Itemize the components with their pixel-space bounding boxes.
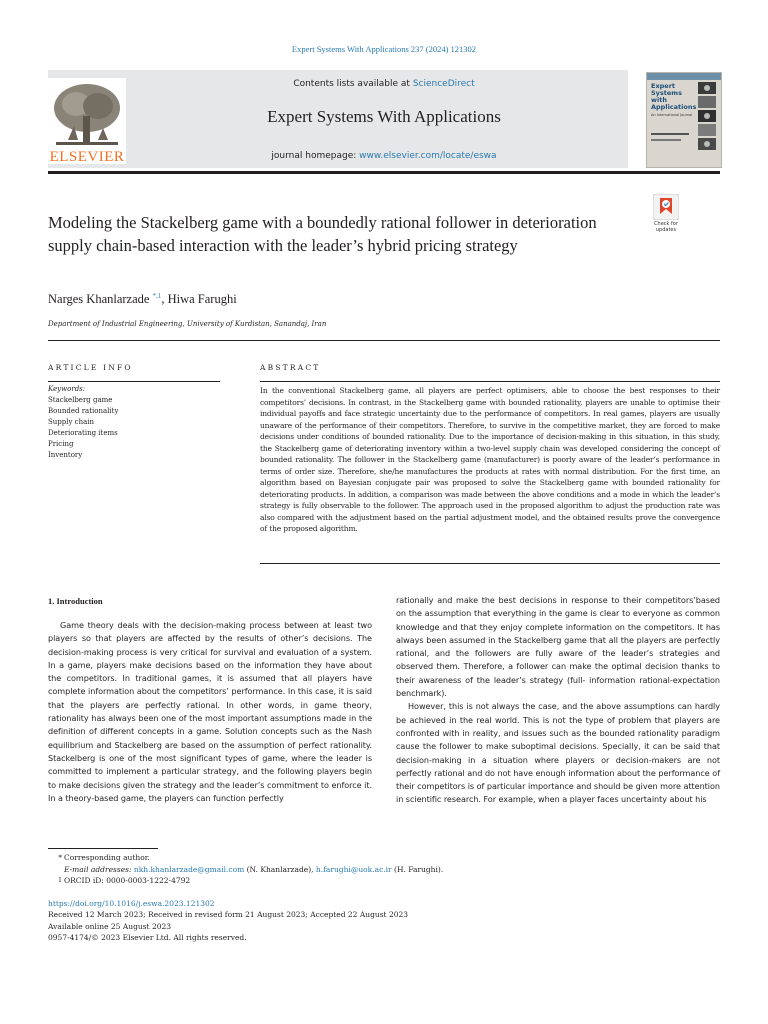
body-paragraph: Game theory deals with the decision-making process between at least two players so that players are affected by the results of other’s decisions. The decision-making process is very critical for survival and evaluation of a system. In a game, players make decisions based on the information they have about the competitors. In traditional games, it is assumed that all players have complete information about the competitors’ performance. In this case, it is said that the players are perfectly rational. In other words, in game theory, rationality has always been one of the most important assumptions made in the definition of different concepts in a game. Solution concepts such as the Nash equilibrium and Stackelberg are based on the assumption of perfect rationality. Stackelberg is one of the most significant types of game, where the leader is committed to implement a particular strategy, and the following players begin to make decisions given the strategy and the leader’s commitment to enforce it. In a theory-based game, the players can function perfectly <box>48 620 372 803</box>
copyright-line: 0957-4174/© 2023 Elsevier Ltd. All rights reserved. <box>48 932 247 942</box>
header-divider <box>48 171 720 174</box>
available-online: Available online 25 August 2023 <box>48 921 172 931</box>
journal-cover-thumbnail[interactable] <box>646 72 722 168</box>
keyword-item: Stackelberg game <box>48 396 113 404</box>
cover-subtitle: An International Journal <box>651 113 693 117</box>
cover-line <box>651 133 689 135</box>
orcid-text: ORCID iD: 0000-0003-1222-4792 <box>64 876 191 885</box>
keywords-label: Keywords: <box>48 385 86 393</box>
section-divider <box>48 340 720 341</box>
email-link[interactable]: h.farughi@uok.ac.ir <box>315 864 392 874</box>
author-name: Narges Khanlarzade <box>48 292 150 307</box>
homepage-prefix: journal homepage: <box>271 151 360 161</box>
footnote-mark: 1 <box>58 877 62 884</box>
email-label: E-mail addresses: <box>64 864 132 874</box>
abstract-bottom-rule <box>260 563 720 564</box>
email-note <box>48 864 443 876</box>
body-column-right <box>396 594 720 807</box>
article-title: Modeling the Stackelberg game with a boundedly rational follower in deterioration supply chain-based interaction with the leader’s hybrid pricing strategy <box>48 213 597 255</box>
email-owner: (H. Farughi). <box>391 864 444 874</box>
journal-homepage <box>140 151 628 161</box>
abstract-rule <box>260 381 720 382</box>
journal-citation[interactable]: Expert Systems With Applications 237 (2024) 121302 <box>291 44 477 54</box>
orcid-note <box>48 875 443 887</box>
journal-title: Expert Systems With Applications <box>267 107 501 126</box>
introduction-heading: 1. Introduction <box>48 596 103 606</box>
author-list <box>48 292 237 307</box>
cover-graphic-icon <box>697 82 717 162</box>
abstract-heading: ABSTRACT <box>260 363 321 372</box>
keyword-item: Pricing <box>48 440 74 448</box>
publication-info <box>48 898 408 943</box>
crossmark-label: Check for updates <box>654 221 678 233</box>
elsevier-logo[interactable] <box>48 78 126 164</box>
author-footnote-marks[interactable]: *,1 <box>152 292 162 300</box>
author-affiliation: Department of Industrial Engineering, University of Kurdistan, Sanandaj, Iran <box>48 320 327 328</box>
email-link[interactable]: nkh.khanlarzade@gmail.com <box>133 864 245 874</box>
body-column-left <box>48 619 372 805</box>
corresponding-author-text: Corresponding author. <box>64 853 150 862</box>
homepage-link[interactable]: www.elsevier.com/locate/eswa <box>359 151 497 161</box>
cover-line <box>651 139 681 141</box>
footnotes <box>48 852 443 887</box>
article-info-rule <box>48 381 220 382</box>
footnote-rule <box>48 848 158 849</box>
body-paragraph: rationally and make the best decisions in response to their competitors’based on the assumption that everything in the game is clear to everyone as common knowledge and that they enjoy complete information on the competitors. It has always been assumed in the Stackelberg game that all the players are perfectly rational, and the followers are fully aware of the leader’s strategies and observed them. Therefore, a follower can make the optimal decision thanks to their awareness of the leader’s strategy (full- information rational-expectation benchmark). <box>396 595 720 699</box>
keyword-item: Bounded rationality <box>48 407 119 415</box>
elsevier-wordmark: ELSEVIER <box>49 149 125 165</box>
contents-availability <box>140 79 628 89</box>
article-info-heading: ARTICLE INFO <box>48 363 133 372</box>
doi-link[interactable]: https://doi.org/10.1016/j.eswa.2023.121302 <box>48 899 215 908</box>
footnote-mark: * <box>58 853 62 862</box>
contents-prefix: Contents lists available at <box>293 79 413 89</box>
check-for-updates-badge[interactable] <box>646 194 686 236</box>
abstract-body: In the conventional Stackelberg game, all players are perfect optimisers, able to choose the best responses to their competitors’ decisions. In contrast, in the Stackelberg game with bounded rationality, players are unable to optimise their individual payoffs and face strategic uncertainty due to the performance of competitors. In real games, players are usually unaware of the performance of their competitors. Therefore, to survive in the competitive market, they are forced to make decisions under conditions of bounded rationality. Due to the importance of decision-making in this situation, in this study, the Stackelberg game of deteriorating inventory within a two-level supply chain was developed considering the concept of bounded rationality. The follower in the Stackelberg game (manufacturer) is poorly aware of the leader’s performance in terms of order size. Therefore, she/he manufactures the products at rates with normal distribution. For the first time, an algorithm based on Bayesian conjugate pair was proposed to solve the Stackelberg game with bounded rationality for deteriorating products. In addition, a comparison was made between the above conditions and a mode in which the leader’s strategy is fully observable to the follower. The approach used in the proposed algorithm to adjust the production rate was also compared with the adjustment based on the partial adjustment model, and the obtained results prove the convergence of the proposed algorithm. <box>260 386 720 533</box>
email-owner: (N. Khanlarzade), <box>244 864 316 874</box>
cover-top-band <box>647 73 721 80</box>
author-separator: , <box>161 292 168 307</box>
keyword-item: Inventory <box>48 451 83 459</box>
keyword-item: Supply chain <box>48 418 95 426</box>
keywords-list <box>48 395 118 461</box>
keyword-item: Deteriorating items <box>48 429 118 437</box>
author-name: Hiwa Farughi <box>167 292 237 307</box>
crossmark-icon <box>653 194 679 220</box>
cover-title: Expert Systems with Applications <box>651 82 697 111</box>
sciencedirect-link[interactable]: ScienceDirect <box>412 79 475 89</box>
received-dates: Received 12 March 2023; Received in revised form 21 August 2023; Accepted 22 August 2023 <box>48 910 409 920</box>
corresponding-author-note <box>48 852 443 864</box>
body-paragraph: However, this is not always the case, and the above assumptions can hardly be achieved in the real world. This is not the type of problem that players are confronted with in reality, and issues such as the bounded rationality paradigm cause the follower to make suboptimal decisions. Specially, it can be said that decision-making in a situation where players or decision-makers are not perfectly rational and do not have enough information about the performance of their competitors is of particular importance and should be given more attention in scientific research. For example, when a player faces uncertainty about his <box>396 701 720 805</box>
